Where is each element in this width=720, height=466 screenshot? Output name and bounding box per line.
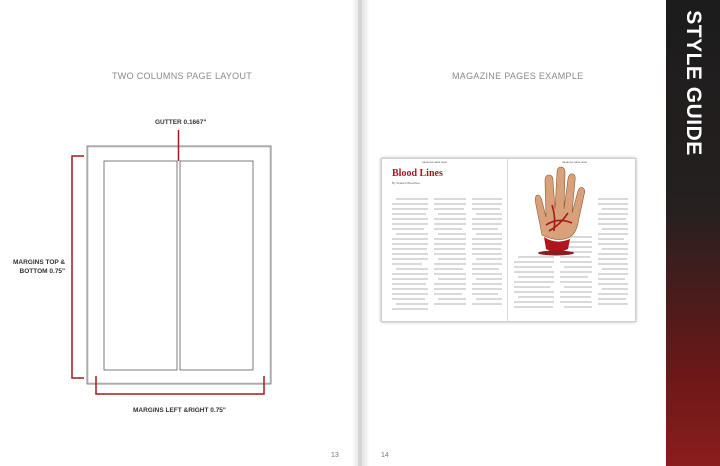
magazine-spread-example xyxy=(381,158,636,322)
text-column-1 xyxy=(392,199,428,309)
right-page-number: 14 xyxy=(381,452,389,459)
spread-body-text xyxy=(382,159,635,321)
margins-top-bottom-label-line2: BOTTOM 0.75" xyxy=(19,268,66,275)
gutter-label: GUTTER 0.1667" xyxy=(155,119,207,126)
text-column-4 xyxy=(514,257,554,307)
margins-top-bottom-label-line1: MARGINS TOP & xyxy=(13,259,66,266)
two-column-layout-diagram xyxy=(0,0,358,466)
margin-top-bottom-bracket xyxy=(72,156,84,378)
margins-top-bottom-label xyxy=(13,258,65,276)
column-left xyxy=(104,161,177,370)
left-page-number: 13 xyxy=(331,452,339,459)
style-guide-label xyxy=(676,10,710,156)
palm-blood-pool xyxy=(538,251,574,256)
spread-running-header-left: MAGAZINE NAME HERE xyxy=(422,162,448,164)
margins-left-right-label: MARGINS LEFT &RIGHT 0.75" xyxy=(133,407,227,414)
column-right xyxy=(180,161,253,370)
style-guide-sidebar xyxy=(666,0,720,466)
left-page-heading: TWO COLUMNS PAGE LAYOUT xyxy=(112,71,253,81)
style-guide-label-text: STYLE GUIDE xyxy=(682,10,705,156)
palm-hand-shape xyxy=(535,167,584,240)
spread-running-header-right: MAGAZINE NAME HERE xyxy=(562,162,588,164)
text-column-2 xyxy=(434,199,466,304)
spread-article-title: Blood Lines xyxy=(392,168,443,179)
right-page-heading: MAGAZINE PAGES EXAMPLE xyxy=(452,71,584,81)
text-column-6 xyxy=(598,199,628,304)
text-column-3 xyxy=(472,199,502,304)
spread-byline: By Scarlett Bloodhue xyxy=(392,181,421,185)
